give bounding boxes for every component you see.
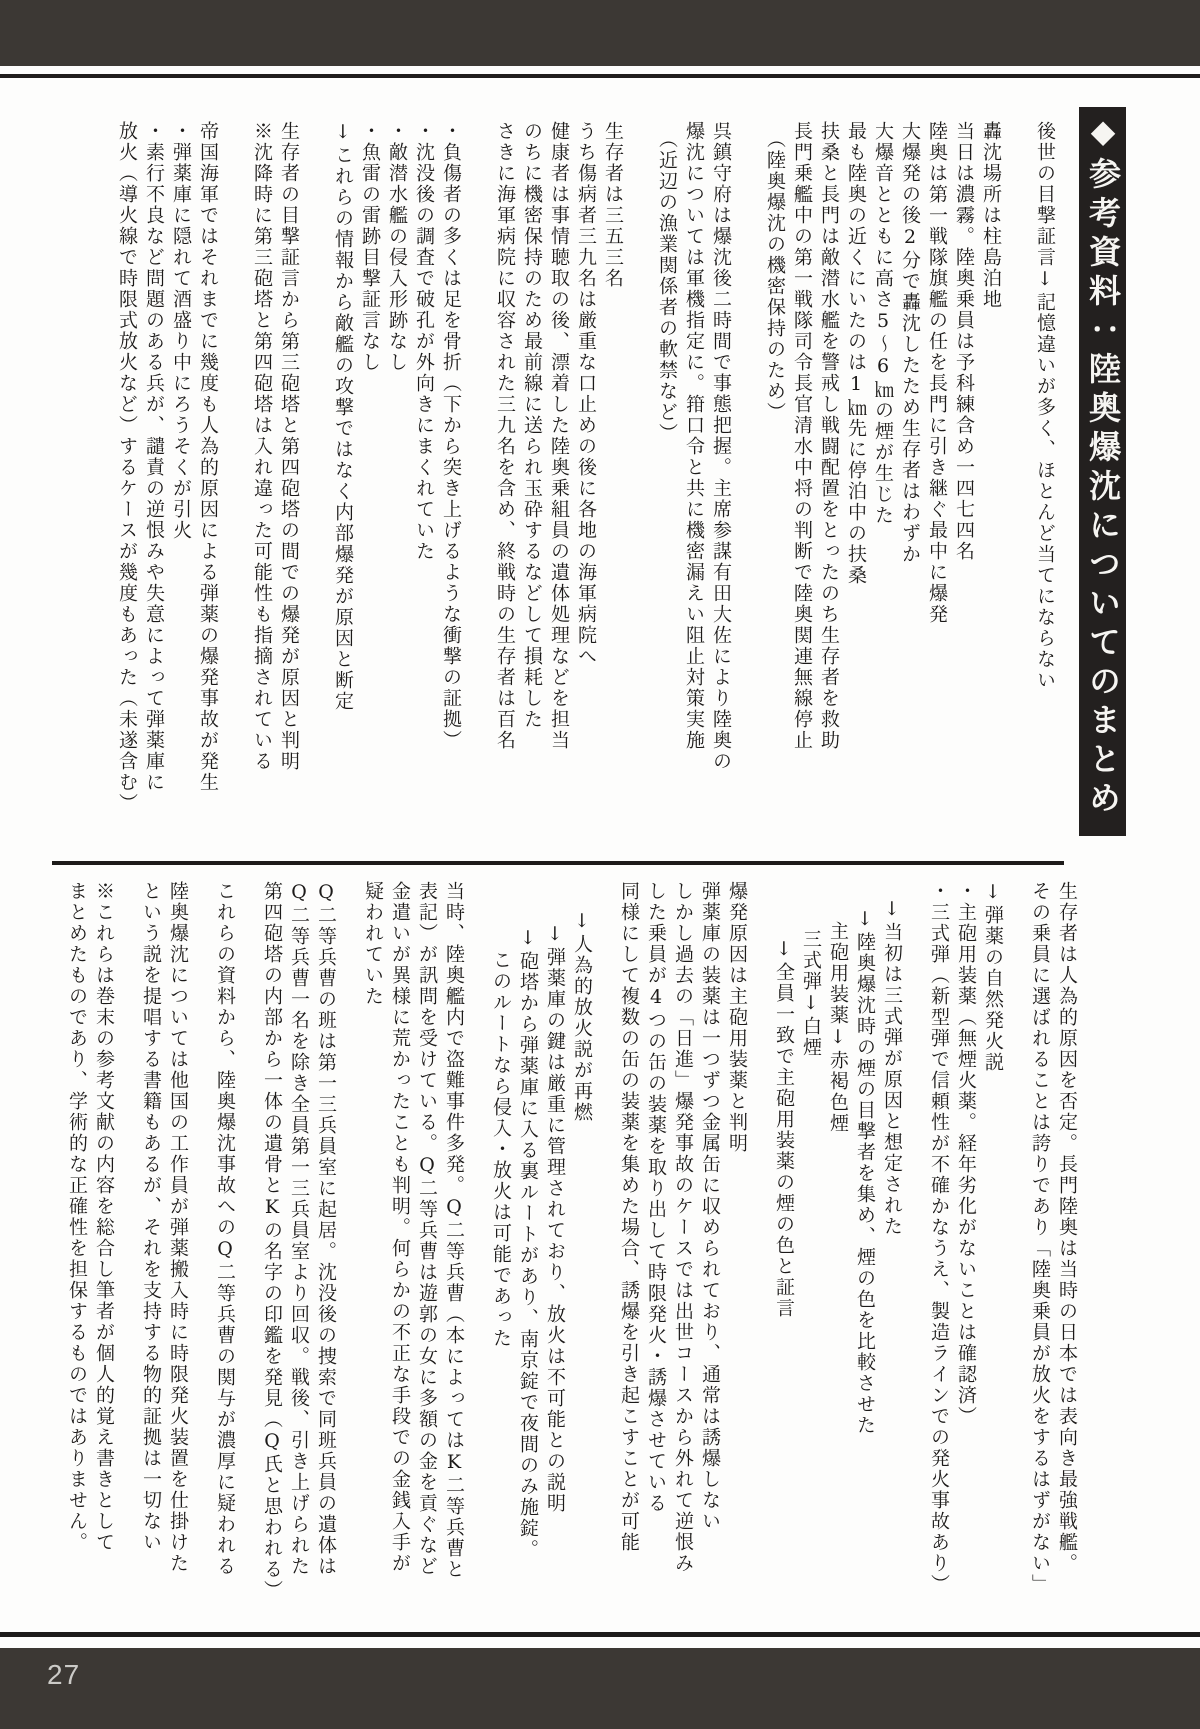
paragraph-group xyxy=(925,881,1006,1611)
text-line: ↓これらの情報から敵艦の攻撃ではなく内部爆発が原因と断定 xyxy=(332,121,354,712)
text-line: ・敵潜水艦の侵入形跡なし xyxy=(386,121,408,373)
text-line: ・主砲用装薬（無煙火薬。経年劣化がないことは確認済） xyxy=(955,881,977,1427)
text-line: （陸奥爆沈の機密保持のため） xyxy=(764,129,786,423)
text-line: 陸奥は第一戦隊旗艦の任を長門に引き継ぐ最中に爆発 xyxy=(926,121,948,625)
page-number: 27 xyxy=(47,1659,81,1690)
paragraph-group xyxy=(248,121,302,836)
section-divider-line xyxy=(52,861,1064,865)
text-line: のちに機密保持のため最前線に送られ玉砕するなどして損耗した xyxy=(521,121,543,730)
text-line: 同様にして複数の缶の装薬を集めた場合、誘爆を引き起こすことが可能 xyxy=(618,881,640,1553)
text-line: した乗員が4つの缶の装薬を取り出して時限発火・誘爆させている xyxy=(645,881,667,1514)
text-line: 爆沈については軍機指定に。箝口令と共に機密漏えい阻止対策実施 xyxy=(683,121,705,751)
text-line: これらの資料から、陸奥爆沈事故へのQ二等兵曹の関与が濃厚に疑われる xyxy=(214,881,236,1577)
paragraph-group xyxy=(770,881,905,1611)
text-line: ↓砲塔から弾薬庫に入る裏ルートがあり、南京錠で夜間のみ施錠。 xyxy=(517,927,539,1560)
text-line: Q二等兵曹の班は第一三兵員室に起居。沈没後の捜索で同班兵員の遺体は xyxy=(315,881,337,1577)
paragraph-group xyxy=(113,121,221,836)
text-line: 呉鎮守府は爆沈後二時間で事態把握。主席参謀有田大佐により陸奥の xyxy=(710,121,732,772)
text-line: 表記）が訊問を受けている。Q二等兵曹は遊郭の女に多額の金を貢ぐなど xyxy=(416,881,438,1577)
text-line: ↓当初は三式弾が原因と想定された xyxy=(881,898,903,1237)
paragraph-group xyxy=(761,121,1004,836)
text-line: その乗員に選ばれることは誇りであり「陸奥乗員が放火をするはずがない」 xyxy=(1029,881,1051,1595)
text-line: 健康者は事情聴取の後、漂着した陸奥乗組員の遺体処理などを担当 xyxy=(548,121,570,751)
bottom-rule-line xyxy=(0,1632,1200,1637)
text-line: 疑われていた xyxy=(362,881,384,1007)
text-line: 第四砲塔の内部から一体の遺骨とKの名字の印鑑を発見（Q氏と思われる） xyxy=(261,881,283,1601)
paragraph-group xyxy=(1026,881,1080,1611)
text-line: ↓弾薬の自然発火説 xyxy=(982,881,1004,1073)
paragraph-group xyxy=(491,121,626,836)
section-title: ◆参考資料：陸奥爆沈についてのまとめ xyxy=(1084,112,1122,820)
text-line: 轟沈場所は柱島泊地 xyxy=(980,121,1002,310)
paragraph-group xyxy=(653,121,734,836)
text-line: 爆発原因は主砲用装薬と判明 xyxy=(726,881,748,1154)
paragraph-group xyxy=(137,881,191,1611)
text-line: 帝国海軍ではそれまでに幾度も人為的原因による弾薬の爆発事故が発生 xyxy=(197,121,219,793)
paragraph-group xyxy=(329,121,464,836)
text-line: 放火（導火線で時限式放火など）するケースが幾度もあった（未遂含む） xyxy=(116,121,138,814)
text-line: ・素行不良など問題のある兵が、譴責の逆恨みや失意によって弾薬庫に xyxy=(143,121,165,793)
text-line: 大爆音とともに高さ5～6㎞の煙が生じた xyxy=(872,121,894,526)
text-line: 金遣いが異様に荒かったことも判明。何らかの不正な手段での金銭入手が xyxy=(389,881,411,1574)
text-line: 最も陸奥の近くにいたのは1㎞先に停泊中の扶桑 xyxy=(845,121,867,586)
text-line: 生存者は三五三名 xyxy=(602,121,624,289)
text-line: 三式弾↓白煙 xyxy=(800,929,822,1058)
text-line: ※沈降時に第三砲塔と第四砲塔は入れ違った可能性も指摘されている xyxy=(251,121,273,772)
text-line: 当日は濃霧。陸奥乗員は予科練含め一四七四名 xyxy=(953,121,975,562)
text-line: （近辺の漁業関係者の軟禁など） xyxy=(656,129,678,444)
lower-text-section xyxy=(43,881,1080,1611)
text-line: という説を提唱する書籍もあるが、それを支持する物的証拠は一切ない xyxy=(140,881,162,1553)
text-line: うち傷病者三九名は厳重な口止めの後に各地の海軍病院へ xyxy=(575,121,597,667)
text-line: ↓人為的放火説が再燃 xyxy=(571,910,593,1123)
text-line: まとめたものであり、学術的な正確性を担保するものではありません。 xyxy=(66,881,88,1553)
paragraph-group xyxy=(359,881,467,1611)
top-border-band xyxy=(0,0,1200,66)
text-line: 扶桑と長門は敵潜水艦を警戒し戦闘配置をとったのち生存者を救助 xyxy=(818,121,840,751)
text-line: 後世の目撃証言↓記憶違いが多く、ほとんど当てにならない xyxy=(1034,121,1056,691)
paragraph-group xyxy=(258,881,339,1611)
text-line: ・三式弾（新型弾で信頼性が不確かなうえ、製造ラインでの発火事故あり） xyxy=(928,881,950,1595)
text-line: ↓弾薬庫の鍵は厳重に管理されており、放火は不可能との説明 xyxy=(544,923,566,1514)
text-line: ↓陸奥爆沈時の煙の目撃者を集め、煙の色を比較させた xyxy=(854,908,876,1436)
text-line: Q二等兵曹一名を除き全員第一三兵員室より回収。戦後、引き上げられた xyxy=(288,881,310,1577)
text-line: 長門乗艦中の第一戦隊司令長官清水中将の判断で陸奥関連無線停止 xyxy=(791,121,813,751)
top-rule-line xyxy=(0,74,1200,78)
text-line: 主砲用装薬↓赤褐色煙 xyxy=(827,921,849,1134)
paragraph-group xyxy=(63,881,117,1611)
text-line: 弾薬庫の装薬は一つずつ金属缶に収められており、通常は誘爆しない xyxy=(699,881,721,1532)
text-line: 生存者の目撃証言から第三砲塔と第四砲塔の間での爆発が原因と判明 xyxy=(278,121,300,772)
text-line: 大爆発の後2分で轟沈したため生存者はわずか xyxy=(899,121,921,565)
text-line: 陸奥爆沈については他国の工作員が弾薬搬入時に時限発火装置を仕掛けた xyxy=(167,881,189,1574)
text-line: ↓全員一致で主砲用装薬の煙の色と証言 xyxy=(773,938,795,1319)
text-line: ・負傷者の多くは足を骨折（下から突き上げるような衝撃の証拠） xyxy=(440,121,462,751)
paragraph-group xyxy=(615,881,750,1611)
text-line: ※これらは巻末の参考文献の内容を総合し筆者が個人的覚え書きとして xyxy=(93,881,115,1553)
text-line: さきに海軍病院に収容された三九名を含め、終戦時の生存者は百名 xyxy=(494,121,516,751)
paragraph-group xyxy=(487,881,595,1611)
text-line: ・沈没後の調査で破孔が外向きにまくれていた xyxy=(413,121,435,562)
text-line: ・弾薬庫に隠れて酒盛り中にろうそくが引火 xyxy=(170,121,192,541)
text-line: このルートなら侵入・放火は可能であった xyxy=(490,950,512,1349)
upper-text-section xyxy=(86,121,1058,836)
paragraph-group xyxy=(211,881,238,1611)
bottom-border-band xyxy=(0,1648,1200,1729)
text-line: しかし過去の「日進」爆発事故のケースでは出世コースから外れて逆恨み xyxy=(672,881,694,1574)
paragraph-group xyxy=(1031,121,1058,836)
text-line: ・魚雷の雷跡目撃証言なし xyxy=(359,121,381,373)
section-title-banner xyxy=(1079,107,1126,836)
text-line: 当時、陸奥艦内で盗難事件多発。Q二等兵曹（本によってはK二等兵曹と xyxy=(443,881,465,1580)
text-line: 生存者は人為的原因を否定。長門陸奥は当時の日本では表向き最強戦艦。 xyxy=(1056,881,1078,1574)
